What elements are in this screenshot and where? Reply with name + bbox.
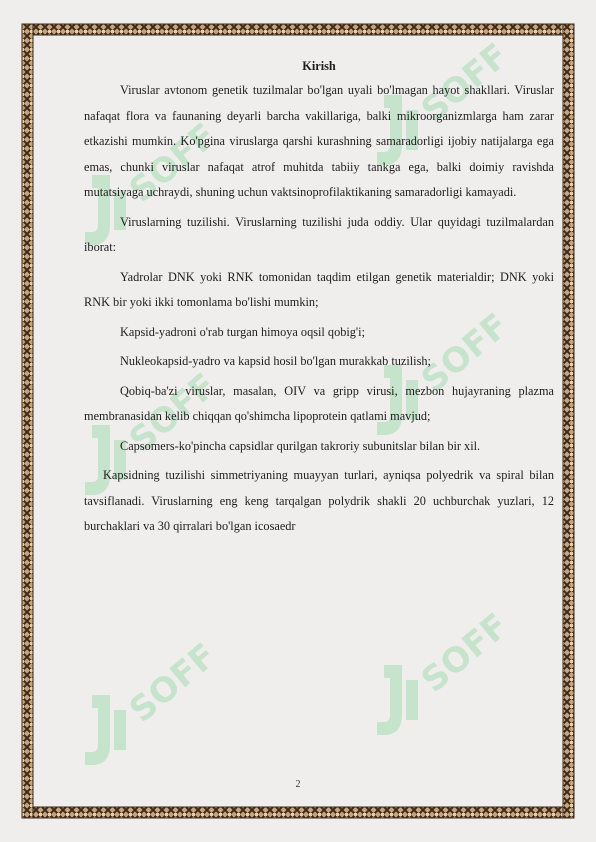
document-body	[84, 55, 554, 540]
section-title: Kirish	[302, 59, 336, 73]
watermark-text: SOFF	[122, 635, 225, 731]
watermark-text: SOFF	[122, 115, 225, 211]
paragraph-core: Yadrolar DNK yoki RNK tomonidan taqdim etilgan genetik materialdir; DNK yoki RNK bir yoki ikki tomonlama bo'lishi mumkin;	[84, 269, 554, 309]
watermark-text: SOFF	[414, 605, 517, 701]
paragraph-capsid: Kapsid-yadroni o'rab turgan himoya oqsil qobig'i;	[120, 324, 365, 339]
paragraph-envelope: Qobiq-ba'zi viruslar, masalan, OIV va gripp virusi, mezbon hujayraning plazma membranasidan kelib chiqqan qo'shimcha lipoprotein qatlami mavjud;	[84, 383, 554, 423]
watermark-text: SOFF	[414, 305, 517, 401]
paragraph-nucleocapsid: Nukleokapsid-yadro va kapsid hosil bo'lgan murakkab tuzilish;	[120, 354, 431, 368]
watermark-text: SOFF	[414, 35, 517, 131]
paragraph-intro: Viruslar avtonom genetik tuzilmalar bo'lgan uyali bo'lmagan hayot shakllari. Viruslar nafaqat flora va faunaning deyarli barcha vakillariga, balki mikroorganizmlarga ham zarar etkazishi mumkin. Ko'pgina viruslarga qarshi kurashning samaradorligi ijobiy natijalarga ega emas, chunki viruslar nafaqat atrof muhitda tabiiy tankga ega, balki doimiy ravishda mutatsiyaga uchraydi, shuning uchun vaktsinoprofilaktikaning samaradorligi kamayadi.	[84, 83, 554, 199]
paragraph-symmetry: Kapsidning tuzilishi simmetriyaning muayyan turlari, ayniqsa polyedrik va spiral bilan tavsiflanadi. Viruslarning eng keng tarqalgan polydrik shakli 20 uchburchak yuzlari, 12 burchaklari va 30 qirralari bo'lgan icosaedr	[84, 468, 554, 533]
paragraph-structure: Viruslarning tuzilishi. Viruslarning tuzilishi juda oddiy. Ular quyidagi tuzilmalardan iborat:	[84, 214, 554, 254]
page-number: 2	[295, 779, 301, 790]
watermark-text: SOFF	[122, 365, 225, 461]
paragraph-capsomers: Capsomers-ko'pincha capsidlar qurilgan takroriy subunitslar bilan bir xil.	[120, 438, 481, 453]
